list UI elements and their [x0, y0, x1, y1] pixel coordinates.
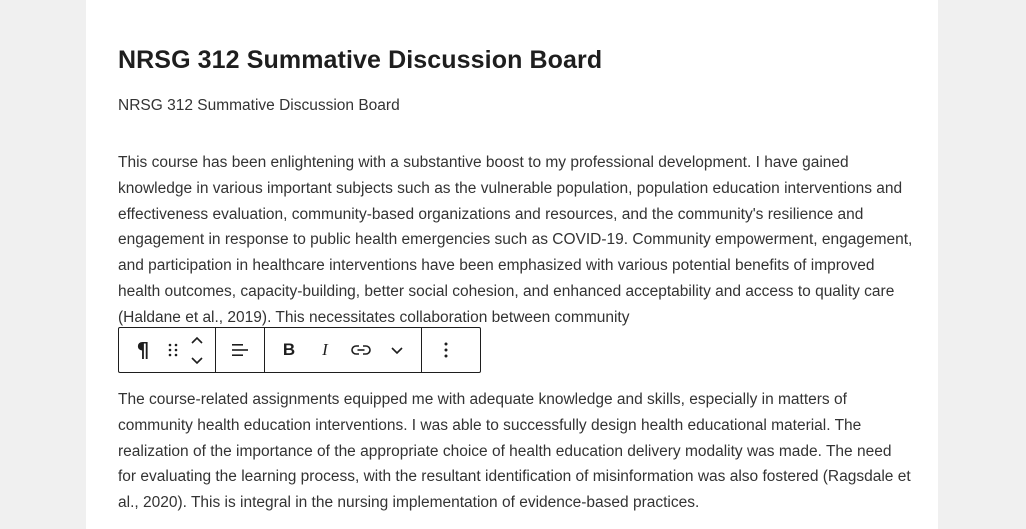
italic-icon: I: [322, 340, 328, 359]
move-up-icon: [190, 336, 204, 345]
align-left-icon: [231, 342, 249, 358]
move-down-icon: [190, 356, 204, 365]
block-mover: [185, 328, 209, 372]
block-toolbar: [118, 327, 481, 373]
move-up-button[interactable]: [185, 330, 209, 350]
paragraph-block-button[interactable]: [125, 328, 161, 372]
options-group: [422, 328, 470, 372]
link-icon: [351, 344, 371, 356]
more-options-icon: [444, 342, 448, 358]
paragraph-icon: ¶: [136, 338, 150, 362]
italic-button[interactable]: [307, 328, 343, 372]
bold-icon: B: [282, 340, 296, 359]
subtitle-paragraph[interactable]: NRSG 312 Summative Discussion Board: [118, 97, 400, 114]
alignment-group: [216, 328, 265, 372]
editor-canvas: [86, 0, 938, 529]
align-button[interactable]: [222, 328, 258, 372]
more-formatting-button[interactable]: [379, 328, 415, 372]
bold-button[interactable]: [271, 328, 307, 372]
format-group: [265, 328, 422, 372]
drag-handle-icon: [168, 342, 178, 358]
chevron-down-icon: [390, 346, 404, 355]
drag-handle-button[interactable]: [161, 328, 185, 372]
link-button[interactable]: [343, 328, 379, 372]
body-paragraph-1[interactable]: This course has been enlightening with a substantive boost to my professional development. I have gained knowledge in various important subjects such as the vulnerable population, population education interventions and effectiveness evaluation, community-based organizations and resources, and the community's resilience and engagement in response to public health emergencies such as COVID-19. Community empowerment, engagement, and participation in healthcare interventions have been emphasized with various potential benefits of improved health outcomes, capacity-building, better social cohesion, and enhanced acceptability and access to quality care (Haldane et al., 2019). This necessitates collaboration between community: [118, 154, 913, 326]
body-paragraph-2[interactable]: The course-related assignments equipped me with adequate knowledge and skills, especially in matters of community health education interventions. I was able to successfully design health educational material. The realization of the importance of the appropriate choice of health education delivery modality was made. The need for evaluating the learning process, with the resultant identification of misinformation was also fostered (Ragsdale et al., 2020). This is integral in the nursing implementation of evidence-based practices.: [118, 391, 911, 512]
post-title[interactable]: NRSG 312 Summative Discussion Board: [118, 46, 603, 74]
block-type-group: [119, 328, 216, 372]
move-down-button[interactable]: [185, 350, 209, 370]
options-button[interactable]: [428, 328, 464, 372]
